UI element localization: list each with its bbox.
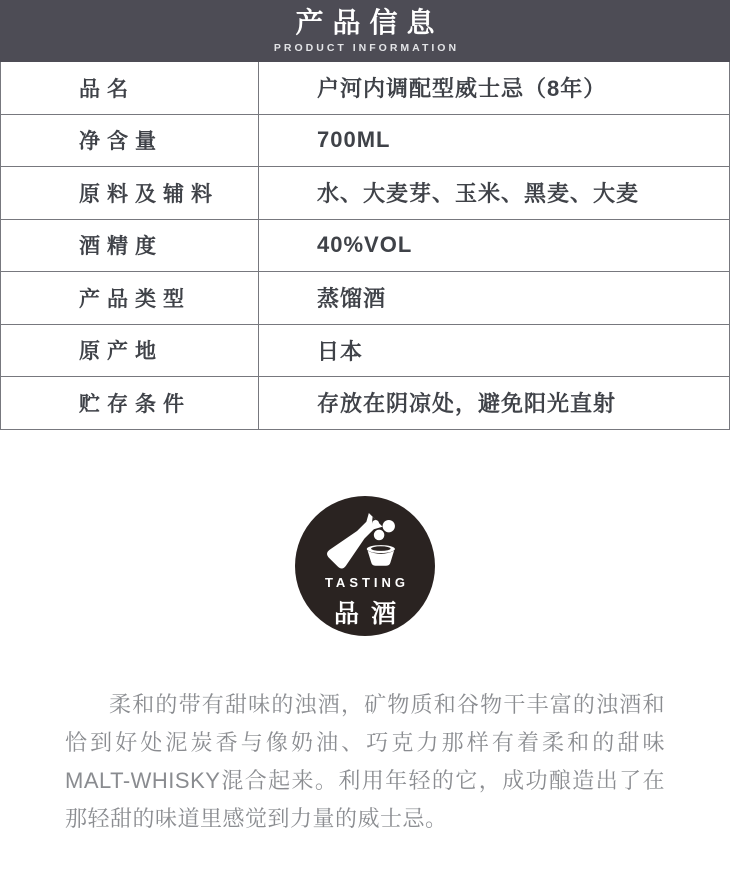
spec-label: 产品类型 — [1, 272, 259, 324]
badge-label-zh: 品酒 — [333, 599, 408, 628]
spec-label: 原料及辅料 — [1, 167, 259, 219]
spec-label: 贮存条件 — [1, 377, 259, 429]
spec-label: 品名 — [1, 62, 259, 114]
table-row — [1, 62, 729, 115]
badge-label-en: TASTING — [324, 574, 410, 590]
spec-value: 存放在阴凉处，避免阳光直射 — [317, 391, 617, 417]
tasting-description: 柔和的带有甜味的浊酒，矿物质和谷物干丰富的浊酒和恰到好处泥炭香与像奶油、巧克力那样有着柔和的甜味MALT-WHISKY混合起来。利用年轻的它，成功酿造出了在那轻甜的味道里感觉到力量的威士忌。 — [65, 691, 665, 831]
table-row — [1, 377, 729, 430]
spec-label: 净含量 — [1, 115, 259, 167]
section-subtitle: PRODUCT INFORMATION — [273, 41, 460, 54]
table-row — [1, 115, 729, 168]
spec-value: 日本 — [317, 338, 364, 364]
table-row — [1, 220, 729, 273]
spec-value: 户河内调配型威士忌（8年） — [317, 76, 607, 102]
spec-value: 40%VOL — [317, 232, 413, 258]
spec-label: 原产地 — [1, 325, 259, 377]
spec-table — [0, 62, 730, 430]
spec-value: 水、大麦芽、玉米、黑麦、大麦 — [317, 181, 640, 207]
section-title: 产品信息 — [295, 7, 444, 39]
spec-label: 酒精度 — [1, 220, 259, 272]
spec-value: 700ML — [317, 127, 391, 153]
spec-value: 蒸馏酒 — [317, 286, 387, 312]
table-row — [1, 167, 729, 220]
table-row — [1, 272, 729, 325]
tasting-badge — [295, 496, 435, 636]
sake-pouring-icon — [321, 510, 409, 574]
section-header — [0, 0, 730, 62]
table-row — [1, 325, 729, 378]
